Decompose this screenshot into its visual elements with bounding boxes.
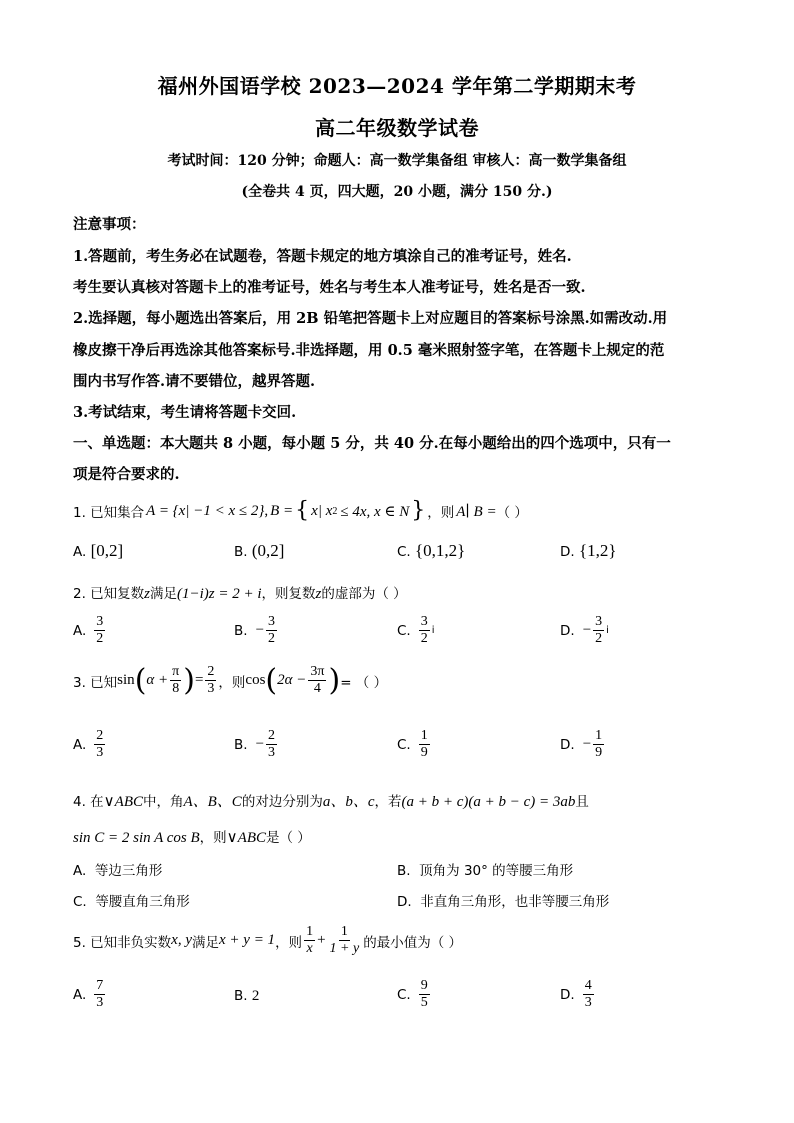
q1-comma: , xyxy=(264,502,269,519)
notes-heading: 注意事项： xyxy=(73,216,146,233)
q4-triangle: ∨ABC xyxy=(103,794,143,810)
q1-prefix: 1. 已知集合 xyxy=(73,505,145,521)
exam-title: 福州外国语学校 2023—2024 学年第二学期期末考 xyxy=(157,74,637,98)
question-4-line2: sin C = 2 sin A cos B，则∨ABC是（ ） xyxy=(73,830,311,846)
q3-option-c[interactable]: C. $\frac{1}{9}$ xyxy=(397,728,428,761)
q4-option-d[interactable]: D. 非直角三角形，也非等腰三角形 xyxy=(397,894,610,910)
exam-subtitle: 高二年级数学试卷 xyxy=(315,116,479,140)
q1-set-b-var: x| x xyxy=(311,502,333,519)
question-4-line1: 4. 在∨ABC中，角A、B、C的对边分别为a、b、c，若(a + b + c)(a + b − c) = 3ab且 xyxy=(73,794,589,810)
q5-option-b[interactable]: B. 2 xyxy=(234,988,260,1004)
q5-option-d[interactable]: D. $\frac{4}{3}$ xyxy=(560,978,592,1011)
q3-sin: sin xyxy=(117,672,135,689)
q1-blank: （ ） xyxy=(496,505,528,521)
q2-mid2: ，则复数 xyxy=(261,586,316,602)
q2-option-d[interactable]: D. − $\frac{3}{2}$ i xyxy=(560,614,609,647)
q1-option-d[interactable]: D. {1,2} xyxy=(560,541,617,560)
q3-three-pi: 3π xyxy=(308,664,326,681)
q1-set-b-cond: ≤ 4x, x ∈ N xyxy=(340,503,410,520)
q3-option-a[interactable]: A. $\frac{2}{3}$ xyxy=(73,728,104,761)
q2-blank: 的虚部为（ ） xyxy=(321,586,407,602)
q4-option-c[interactable]: C. 等腰直角三角形 xyxy=(73,894,190,910)
q1-mid: ，则 xyxy=(427,505,455,521)
q3-mid: ，则 xyxy=(218,674,246,691)
question-2 xyxy=(73,582,407,603)
q1-option-b[interactable]: B. (0,2] xyxy=(234,541,285,560)
q4-option-b[interactable]: B. 顶角为 30° 的等腰三角形 xyxy=(397,863,574,879)
question-5: 5. 已知非负实数 x, y 满足 x + y = 1 ，则 $\frac{1}{x}$ + $\frac{1}{1 + y}$ 的最小值为（ ） xyxy=(73,924,462,957)
q3-blank: = （ ） xyxy=(340,674,388,691)
q3-alpha-plus: α + xyxy=(146,672,169,689)
q1-set-b-exp: 2 xyxy=(332,505,338,517)
q5-option-a[interactable]: A. $\frac{7}{3}$ xyxy=(73,978,104,1011)
note-1: 1.答题前，考生务必在试题卷，答题卡规定的地方填涂自己的准考证号，姓名. xyxy=(73,248,572,265)
note-1b: 考生要认真核对答题卡上的准考证号，姓名与考生本人准考证号，姓名是否一致. xyxy=(73,279,586,296)
section-heading-line1: 一、单选题：本大题共 8 小题，每小题 5 分，共 40 分.在每小题给出的四个选项中，只有一 xyxy=(73,435,671,452)
q5-option-c[interactable]: C. $\frac{9}{5}$ xyxy=(397,978,428,1011)
q1-set-b-label: B = xyxy=(270,502,294,519)
q3-four: 4 xyxy=(313,681,321,697)
q3-cos: cos xyxy=(245,672,266,689)
q4-blank: 是（ ） xyxy=(265,830,311,846)
q2-mid1: 满足 xyxy=(150,586,178,602)
q3-pi: π xyxy=(170,664,181,681)
q4-option-a[interactable]: A. 等边三角形 xyxy=(73,863,163,879)
q3-equals: = xyxy=(194,672,204,689)
q5-equation: x + y = 1 xyxy=(219,932,276,949)
question-3: 3. 已知 sin ( α + $\frac{\pi}{8}$ ) = $\frac{2}{3}$ ，则 cos ( 2α − $\frac{3\pi}{4}$ ) = （ ） xyxy=(73,662,388,698)
note-3: 3.考试结束，考生请将答题卡交回. xyxy=(73,404,297,421)
q3-three: 3 xyxy=(207,681,215,697)
q3-eight: 8 xyxy=(172,681,180,697)
q3-two: 2 xyxy=(205,664,216,681)
q4-condition-2: sin C = 2 sin A cos B xyxy=(73,830,200,846)
exam-info: 考试时间：120 分钟；命题人：高一数学集备组 审核人：高一数学集备组 xyxy=(167,153,627,169)
q2-var-z-2: z xyxy=(315,586,322,602)
q4-angles: A、B、C xyxy=(183,794,242,810)
q1-expression: A∣ B = xyxy=(456,503,497,520)
q1-option-a[interactable]: A. [0,2] xyxy=(73,541,124,560)
note-2b: 橡皮擦干净后再选涂其他答案标号.非选择题，用 0.5 毫米照射签字笔，在答题卡上规定的范 xyxy=(73,342,665,359)
q4-condition-1: (a + b + c)(a + b − c) = 3ab xyxy=(401,794,576,810)
q3-option-d[interactable]: D. − $\frac{1}{9}$ xyxy=(560,728,603,761)
q2-option-b[interactable]: B. − $\frac{3}{2}$ xyxy=(234,614,276,647)
q3-two-alpha-minus: 2α − xyxy=(277,672,307,689)
q5-vars: x, y xyxy=(171,932,192,949)
note-2a: 2.选择题，每小题选出答案后，用 2B 铅笔把答题卡上对应题目的答案标号涂黑.如需改动.用 xyxy=(73,310,668,327)
q1-option-c[interactable]: C. {0,1,2} xyxy=(397,541,466,560)
q2-prefix: 2. 已知复数 xyxy=(73,586,145,602)
q2-option-a[interactable]: A. $\frac{3}{2}$ xyxy=(73,614,104,647)
q3-option-b[interactable]: B. − $\frac{2}{3}$ xyxy=(234,728,276,761)
section-heading-line2: 项是符合要求的. xyxy=(73,466,180,483)
q5-blank: 的最小值为（ ） xyxy=(363,934,462,951)
q3-prefix: 3. 已知 xyxy=(73,674,118,691)
question-1: 1. 已知集合 A = {x| −1 < x ≤ 2} , B = { x| x 2 ≤ 4x, x ∈ N } ，则 A∣ B = （ ） xyxy=(73,498,528,523)
q2-equation: (1−i)z = 2 + i xyxy=(177,586,262,602)
q1-set-a: A = {x| −1 < x ≤ 2} xyxy=(146,502,265,519)
q2-var-z: z xyxy=(144,586,151,602)
q4-sides: a、b、c xyxy=(322,794,375,810)
exam-scope: (全卷共 4 页，四大题，20 小题，满分 150 分.) xyxy=(241,184,553,200)
note-2c: 围内书写作答.请不要错位，越界答题. xyxy=(73,373,316,390)
q2-option-c[interactable]: C. $\frac{3}{2}$ i xyxy=(397,614,435,647)
q4-triangle-2: ∨ABC xyxy=(226,830,266,846)
